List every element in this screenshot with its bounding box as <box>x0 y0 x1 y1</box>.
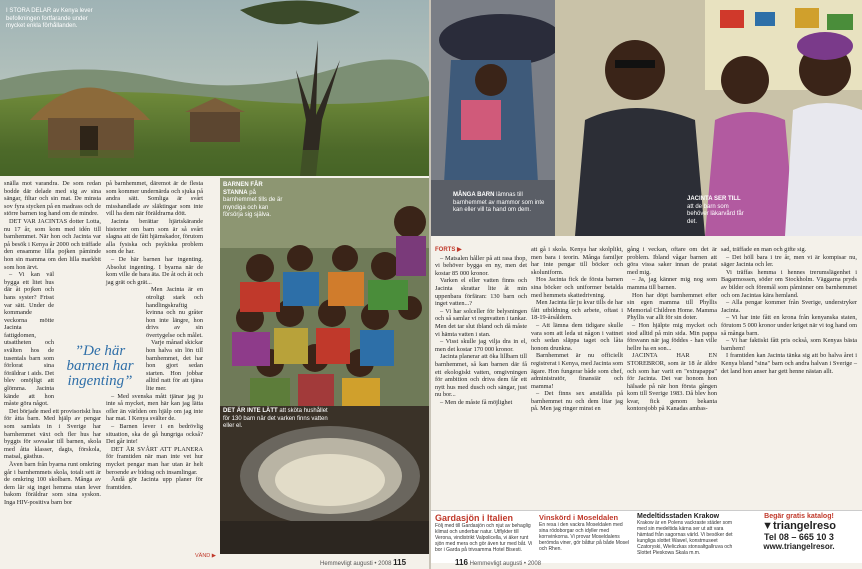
paragraph: JACINTA HAR EN STOREBROR, som är 18 år äldre och som har varit en "extrapappa" för Jacinta. Det var honom hon hälsade på när hon första gången kom till Sverige 1983. Då blev hon kvar, fick genom bekanta kontorsjobb på Kanadas ambas- <box>627 352 717 413</box>
children-photo <box>220 178 429 406</box>
magazine-name: Hemmevligt augusti • 2008 <box>469 561 542 567</box>
paragraph: Jacinta planerar att öka lillbarn till barnhemmet, så kan barnen där få ett ekologiskt vatten, omgivningen för ambition och driva dem får ett nytt hus med dusch och sängar, just nu bor... <box>435 353 527 399</box>
ad-krakow[interactable] <box>637 513 735 556</box>
vand-label <box>195 553 216 559</box>
pull-quote-text: ”De här barnen har ingenting” <box>66 343 134 389</box>
paragraph: på barnhemmet, däremot är de flesta som kommer undernärda och sjuka på andra sätt. Somliga är svårt misshandlade av släktingar som inte vill ha dem när föräldrarna dött. <box>106 180 203 218</box>
paragraph: – De här barnen har ingenting. Absolut ingenting. I byarna när de kom ville de bara äta. De åt och åt och jag grät och grät... <box>106 255 203 286</box>
vand-text: VÄND ▶ <box>195 553 217 559</box>
paragraph: Barnhemmet är nu officiellt registrerat i Kenya, med Jacinta som ägare. Hon fungerar både som chef, administratör, finansiär och mamma! <box>531 352 623 390</box>
ad-cta: Begär gratis katalog! <box>764 513 834 520</box>
paragraph: – Men de måste få möjlighet <box>440 398 513 406</box>
travel-ad <box>431 510 862 563</box>
paragraph: Även barn från byarna runt omkring går i barnhemmets skola, totalt sett är de omkring 100 skolbarn. Många av dem lär sig inget hemma utan lever bakom föräldrar som sina syskon. Inga HIV-positiva barn bor <box>4 460 101 506</box>
paragraph: att gå i skola. Kenya har skolplikt, men bara i teorin. Många familjer har inte pengar till böcker och skoluniform. <box>531 246 623 276</box>
right-page <box>431 0 862 569</box>
page-number: 116 <box>455 558 468 567</box>
caption-children <box>223 182 287 220</box>
paragraph: gång i veckan, oftare om det är problem. Ibland vågar barnen att göra vissa saker innan de pratat med mig. <box>627 246 717 276</box>
paragraph: DET VAR JACINTAS dotter Lotta, nu 17 år, som kom med idén till barnhemmet. När hon och Jacinta var på besök i Kenya år 2000 och träffade den ensamme lilla pojken påminde hon sin mamma om den lilla markbit som hon ärvt. <box>4 217 101 271</box>
caption-manga <box>453 192 549 215</box>
ad-brand-name: ▼triangelreso <box>762 520 836 532</box>
ad-title: Gardasjön i Italien <box>435 513 514 523</box>
paragraph: I framtiden kan Jacinta tänka sig att bo halva året i Kenya bland "sina" barn och andra halvan i Sverige – det land hon anser har gett henne nästan allt. <box>721 352 857 375</box>
caption-cooking <box>223 408 333 431</box>
ad-mosel[interactable] <box>539 513 633 552</box>
landscape-photo <box>0 0 429 176</box>
paragraph: Men Jacinta får ju kvar tills de har fått utbildning och arbete, oftast i 18-19-årsåldern. <box>531 299 623 322</box>
ad-body: Krakow är en Polens vackraste städer som med sin medeltida kärna ser ut att vara hämtad från sagornas värld. Vi besöker det kungliga slottet Wawel, konstmuseet Czatoryski, Wieliczkas stonsaltgallruva och Slottet Pieskowa Skala m.m. <box>637 520 733 556</box>
paragraph: – Med svenska mått tjänar jag ju inte så mycket, men här kan jag lätta ofler än världen om hjälp om jag inte har mat. I Kenya svälter de. <box>106 392 203 423</box>
left-page <box>0 0 429 569</box>
doctor-photo <box>555 0 862 236</box>
caption-text: att de barn som behöver läkarvård får det. <box>687 203 744 225</box>
paragraph: – Barnen lever i en bedrövlig situation, ska de gå hungriga också? Det går inte! <box>106 423 203 446</box>
text-column-5 <box>627 246 717 508</box>
paragraph: Hon har döpt barnhemmet efter sin egen mamma till Phyllis Memorial Children Home. Mamma Phyllis var allt för sin doter. <box>627 291 717 322</box>
paragraph: Ändå gör Jacinta upp planer för framtiden. <box>106 476 203 491</box>
ad-body: Följ med till Gardasjön och njut av behaglig klimat och underbar natur. Utflykter till Verona, vindistrikt Valpolicella, vi äker runt sjön med mera och gör även tur med båt. Vi bor i Garda på trivsamma Hotel Bisesti. <box>435 523 533 553</box>
paragraph: Det började med ett provisoriskt hus för åtta barn. Med hjälp av pengar som samlats in i Sverige har barnhemmet växt och fler hus har byggts för sovsalar till barnen, skola med åtta klasser, dagis, förskola, matsal, gästhus. <box>4 407 101 461</box>
ad-brand[interactable] <box>739 513 859 551</box>
paragraph: DET ÄR SVÅRT ATT PLANERA för framtiden när man inte vet hur mycket pengar man har utan är helt beroende av bidrag och insamlingar. <box>106 445 203 476</box>
paragraph: – Det finns sex anställda på barnhemmet nu och dem litar jag på. Men jag ringer minst en <box>531 390 623 413</box>
paragraph: – Visst skulle jag vilja dra in el, men det kostar 170 000 kronor. <box>435 338 527 353</box>
ad-body: En resa i den vackra Moseldalen med sina rödoborgar och idyller med kornvinkorna. Vi provar Moseldalens berömda viner, gör båttur på både Mosel och Rhen. <box>539 522 630 552</box>
paragraph: Hos Jacinta fick de första barnen sina böcker och uniformer betalda med hemmets skattedrivning. <box>531 276 623 299</box>
page-number: 115 <box>393 558 407 567</box>
paragraph: Jacinta berättar hjärtskärande historier om barn som är så svårt slagna att de fått hjärnskador, förutom alla fysiska och psykiska problem som de har. <box>106 217 203 256</box>
caption-landscape <box>6 8 102 31</box>
paragraph <box>435 246 527 255</box>
magazine-name: Hemmevligt augusti • 2008 <box>320 561 392 567</box>
paragraph: – Hon hjälpte mig mycket och stod alltid på min sida. Min pappa försvann när jag föddes - han ville hellre ha en son... <box>627 321 717 352</box>
paragraph: – Vi har faktiskt fått pris också, som Kenyas bästa barnhem! <box>721 337 857 352</box>
paragraph: Varken el eller vatten finns och Jacinta skrattar lite åt min uppenbara förfäran: 130 barn och inget vatten...? <box>435 277 527 308</box>
ad-title: Vinskörd i Moseldalen <box>539 513 619 522</box>
caption-jacinta <box>687 196 745 226</box>
paragraph: – Vi kan väl bygga ett litet hus där åt pojken och hans syster? Frisst var sätt. Under de kommande veckorna mötte Jacinta fattigdomen, utsattheten och svälten hos de tusentals barn som förlorat sina föräldrar i aids. Det blev omöjligt att glömma. Jacinta kände att hon måste göra något. <box>4 271 54 408</box>
folio-right <box>455 558 541 567</box>
caption-text: att sköta hushållet för 130 barn när det varken finns vatten eller el. <box>223 408 328 429</box>
paragraph: – Det höll bara i tre år, men vi är kompisar nu, säger Jacinta och ler. <box>721 253 857 269</box>
caption-head: BARNEN FÅR STANNA <box>223 182 263 196</box>
caption-head: DET ÄR INTE LÄTT <box>223 408 278 414</box>
paragraph: Men Jacinta är en otroligt stark och handlingskraftig kvinna och nu gråter hon inte längre, hon drivs av sin övertygelse och målet. <box>146 286 203 339</box>
caption-head: MÅNGA BARN <box>453 192 495 198</box>
text-column-3 <box>435 246 527 508</box>
caption-text: lämnas till barnhemmet av mammor som inte kan eller vill ta hand om dem. <box>453 192 545 213</box>
brand-text: triangelreso <box>772 520 836 532</box>
mother-photo <box>431 0 555 236</box>
text-column-2 <box>106 180 203 562</box>
text-column-6 <box>721 246 857 508</box>
paragraph: – Vi har solceller för belysningen och så samlar vi regnvatten i tankar. Men det tar slut ibland och då måste vi hämta vatten i stan. <box>435 307 527 338</box>
ad-phone: Tel 08 – 665 10 3 <box>764 532 834 542</box>
ad-title: Medeltidsstaden Krakow <box>637 513 720 520</box>
paragraph: – Att lämna dem tidigare skulle vara som att leda ut någon i vattnet och sedan släppa taget och låta honom drunkna. <box>531 321 623 352</box>
cooking-photo <box>220 406 429 554</box>
paragraph: Vi träffas hemma i hennes trerumslägenhet i Bagarmossen, söder om Stockholm. Väggarna pryds av bilder och föremål som påminner om barnhemmet och om Jacintas kära hemland. <box>721 268 857 299</box>
ad-url: www.triangelresor. <box>763 542 835 551</box>
paragraph: – Matsalen håller på att rasa ihop, vi behöver bygga en ny, men det kostar 85 000 kronor. <box>435 254 527 277</box>
paragraph: Varje månad skickar hon halva sin lön till barnhemmet, det har hon gjort sedan starten. Hon jobbar alltid natt för att tjäna lite mer. <box>146 339 203 393</box>
ad-garda[interactable] <box>435 513 535 553</box>
paragraph: – Vi har inte fått en krona från kenyanska staten, förutom 5 000 kronor under kriget när vi tog hand om så många barn. <box>721 314 857 337</box>
paragraph: – Ja, jag känner mig nog som mamma till barnen. <box>627 276 717 291</box>
caption-text: I STORA DELAR av Kenya lever befolkningen fortfarande under mycket enkla förhållanden. <box>6 8 93 29</box>
paragraph: snälla mot varandra. De som redan bodde där delade med sig av sina sängar, filtar och sin mat. De minsta sov fyra stycken på en madrass och de större barnen tog hand om de mindre. <box>4 180 101 218</box>
folio-left <box>320 558 406 567</box>
paragraph: sad, träffade en man och gifte sig. <box>721 246 807 253</box>
text-column-4 <box>531 246 623 508</box>
caption-text: på barnhemmet tills de är myndiga och kan försörja sig själva. <box>223 189 283 218</box>
forts-label: FORTS ▶ <box>435 247 462 253</box>
caption-head: JACINTA SER TILL <box>687 196 741 202</box>
paragraph: – Alla pengar kommer från Sverige, understryker Jacinta. <box>721 299 857 314</box>
